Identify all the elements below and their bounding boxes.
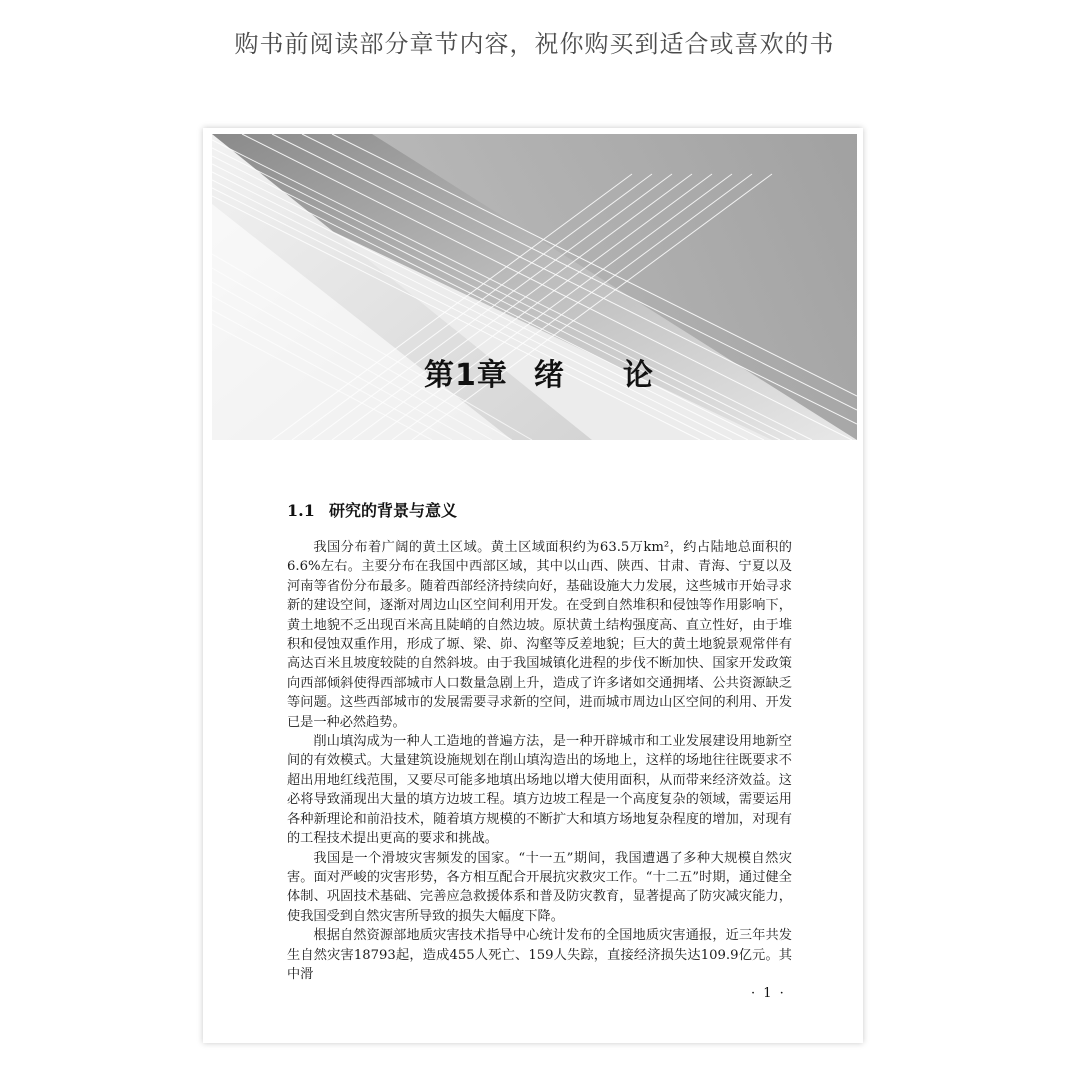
- top-banner-text: 购书前阅读部分章节内容，祝你购买到适合或喜欢的书: [234, 30, 835, 58]
- paragraph: 削山填沟成为一种人工造地的普遍方法，是一种开辟城市和工业发展建设用地新空间的有效模式。大量建筑设施规划在削山填沟造出的场地上，这样的场地往往既要求不超出用地红线范围，又要尽可能多地填出场地以增大使用面积，从而带来经济效益。这必将导致涌现出大量的填方边坡工程。填方边坡工程是一个高度复杂的领域，需要运用各种新理论和前沿技术，随着填方规模的不断扩大和填方场地复杂程度的增加，对现有的工程技术提出更高的要求和挑战。: [287, 734, 792, 847]
- body-text: [287, 538, 792, 984]
- chapter-number-label: 第1章: [424, 358, 508, 393]
- section-heading: [287, 498, 457, 521]
- chapter-title-part2: 论: [622, 358, 654, 393]
- section-number: 1.1: [287, 501, 315, 520]
- chapter-header-decoration: [212, 134, 857, 440]
- page-number: · 1 ·: [751, 986, 786, 1001]
- chapter-title-part1: 绪: [533, 358, 565, 393]
- paragraph: 根据自然资源部地质灾害技术指导中心统计发布的全国地质灾害通报，近三年共发生自然灾害18793起，造成455人死亡、159人失踪，直接经济损失达109.9亿元。其中滑: [287, 928, 792, 982]
- book-page: [203, 128, 863, 1043]
- paragraph: 我国分布着广阔的黄土区域。黄土区域面积约为63.5万km²，约占陆地总面积的6.6%左右。主要分布在我国中西部区域，其中以山西、陕西、甘肃、青海、宁夏以及河南等省份分布最多。随着西部经济持续向好，基础设施大力发展，这些城市开始寻求新的建设空间，逐渐对周边山区空间利用开发。在受到自然堆积和侵蚀等作用影响下，黄土地貌不乏出现百米高且陡峭的自然边坡。原状黄土结构强度高、直立性好，由于堆积和侵蚀双重作用，形成了塬、梁、峁、沟壑等反差地貌；巨大的黄土地貌景观常伴有高达百米且坡度较陡的自然斜坡。由于我国城镇化进程的步伐不断加快、国家开发政策向西部倾斜使得西部城市人口数量急剧上升，造成了许多诸如交通拥堵、公共资源缺乏等问题。这些西部城市的发展需要寻求新的空间，进而城市周边山区空间的利用、开发已是一种必然趋势。: [287, 540, 792, 730]
- section-title: 研究的背景与意义: [329, 501, 458, 520]
- paragraph: 我国是一个滑坡灾害频发的国家。“十一五”期间，我国遭遇了多种大规模自然灾害。面对严峻的灾害形势，各方相互配合开展抗灾救灾工作。“十二五”时期，通过健全体制、巩固技术基础、完善应急救援体系和普及防灾教育，显著提高了防灾减灾能力，使我国受到自然灾害所导致的损失大幅度下降。: [287, 850, 792, 924]
- chapter-header-graphic: [212, 134, 857, 440]
- chapter-title: [424, 350, 654, 394]
